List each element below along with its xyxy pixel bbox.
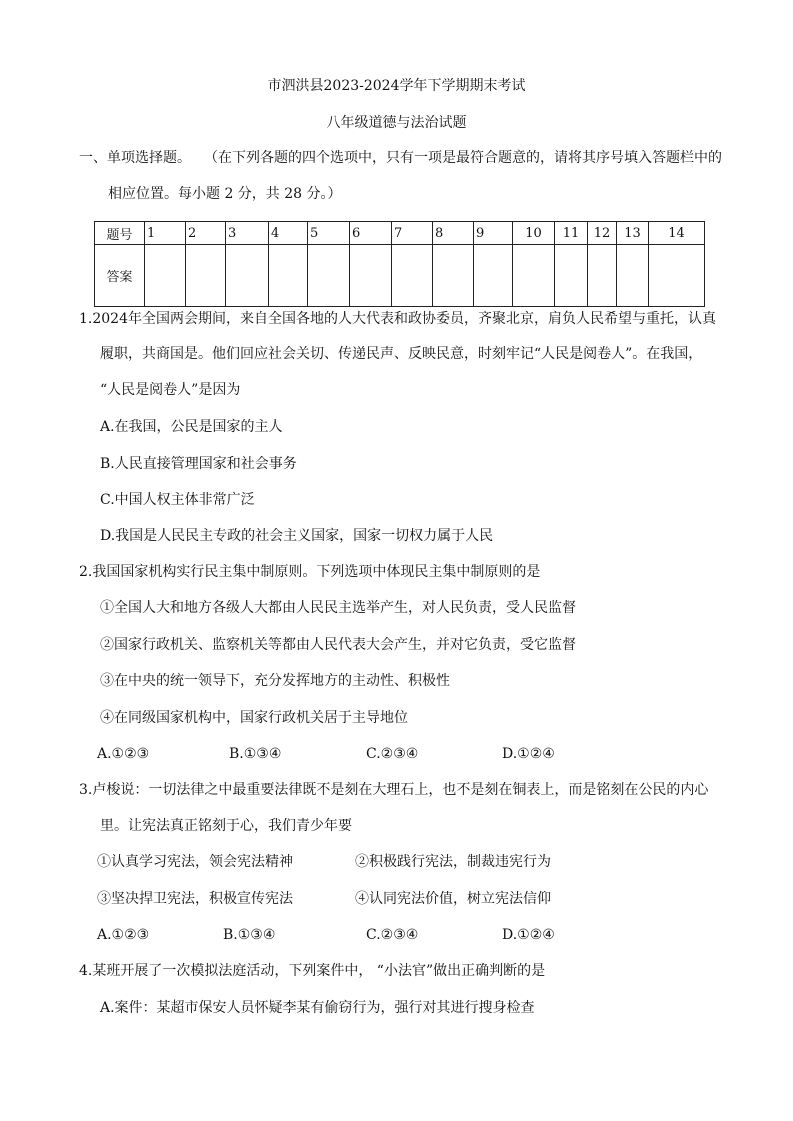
answer-cell[interactable] — [308, 245, 350, 307]
statement-item: ①认真学习宪法，领会宪法精神 — [97, 854, 293, 870]
option-b: B.①③④ — [223, 927, 276, 943]
statement-item: ④认同宪法价值，树立宪法信仰 — [355, 891, 551, 907]
instruction-text: 相应位置。每小题 2 分，共 28 分。） — [108, 186, 342, 202]
exam-title: 市泗洪县2023-2024学年下学期期末考试 — [267, 78, 526, 94]
exam-subtitle: 八年级道德与法治试题 — [326, 115, 467, 131]
question-number-cell: 10 — [513, 222, 555, 245]
question-number-cell: 12 — [588, 222, 617, 245]
answer-cell[interactable] — [588, 245, 617, 307]
question-number-cell: 13 — [617, 222, 649, 245]
answer-cell[interactable] — [350, 245, 392, 307]
answer-cell[interactable] — [513, 245, 555, 307]
option-d: D.我国是人民民主专政的社会主义国家，国家一切权力属于人民 — [100, 528, 494, 544]
question-stem: 3.卢梭说：一切法律之中最重要法律既不是刻在大理石上，也不是刻在铜表上，而是铭刻在公民的内心 — [79, 782, 709, 798]
question-number-cell: 1 — [145, 222, 186, 245]
statement-item: ①全国人大和地方各级人大都由人民民主选举产生，对人民负责，受人民监督 — [100, 600, 576, 616]
question-stem: 4.某班开展了一次模拟法庭活动，下列案件中， “小法官”做出正确判断的是 — [79, 963, 546, 979]
question-number-cell: 11 — [555, 222, 588, 245]
answer-cell[interactable] — [269, 245, 308, 307]
question-stem: 里。让宪法真正铭刻于心，我们青少年要 — [100, 818, 352, 834]
statement-item: ④在同级国家机构中，国家行政机关居于主导地位 — [100, 710, 408, 726]
question-number-cell: 5 — [308, 222, 350, 245]
question-number-cell: 4 — [269, 222, 308, 245]
option-c: C.②③④ — [366, 746, 419, 762]
row-label-answer: 答案 — [95, 245, 145, 307]
answer-cell[interactable] — [392, 245, 433, 307]
answer-cell[interactable] — [145, 245, 186, 307]
row-label-number: 题号 — [95, 222, 145, 245]
statement-item: ③在中央的统一领导下，充分发挥地方的主动性、积极性 — [100, 673, 450, 689]
question-number-cell: 14 — [649, 222, 705, 245]
option-c: C.②③④ — [366, 927, 419, 943]
table-row — [95, 245, 705, 307]
option-c: C.中国人权主体非常广泛 — [100, 492, 255, 508]
answer-table — [94, 221, 705, 307]
option-a: A.在我国，公民是国家的主人 — [100, 419, 283, 435]
table-row — [95, 222, 705, 245]
statement-item: ②国家行政机关、监察机关等都由人民代表大会产生，并对它负责，受它监督 — [100, 637, 576, 653]
question-stem: “人民是阅卷人”是因为 — [100, 382, 241, 398]
answer-cell[interactable] — [649, 245, 705, 307]
statement-item: ③坚决捍卫宪法，积极宣传宪法 — [97, 891, 293, 907]
option-a: A.①②③ — [97, 927, 150, 943]
answer-cell[interactable] — [186, 245, 226, 307]
question-number-cell: 7 — [392, 222, 433, 245]
answer-cell[interactable] — [555, 245, 588, 307]
question-number-cell: 8 — [433, 222, 474, 245]
option-b: B.①③④ — [229, 746, 282, 762]
question-stem: 履职，共商国是。他们回应社会关切、传递民声、反映民意，时刻牢记“人民是阅卷人”。在我国， — [100, 346, 703, 362]
option-a: A.①②③ — [97, 746, 150, 762]
answer-cell[interactable] — [617, 245, 649, 307]
option-d: D.①②④ — [502, 927, 555, 943]
option-b: B.人民直接管理国家和社会事务 — [100, 456, 297, 472]
statement-item: ②积极践行宪法，制裁违宪行为 — [355, 854, 551, 870]
question-stem: 2.我国国家机构实行民主集中制原则。下列选项中体现民主集中制原则的是 — [79, 564, 541, 580]
answer-cell[interactable] — [433, 245, 474, 307]
instruction-text: （在下列各题的四个选项中，只有一项是最符合题意的，请将其序号填入答题栏中的 — [204, 150, 722, 166]
answer-cell[interactable] — [226, 245, 269, 307]
question-number-cell: 2 — [186, 222, 226, 245]
answer-cell[interactable] — [474, 245, 513, 307]
question-number-cell: 6 — [350, 222, 392, 245]
question-stem: 1.2024年全国两会期间，来自全国各地的人大代表和政协委员，齐聚北京，肩负人民希望与重托，认真 — [79, 311, 716, 327]
option-a: A.案件：某超市保安人员怀疑李某有偷窃行为，强行对其进行搜身检查 — [100, 1000, 535, 1016]
question-number-cell: 9 — [474, 222, 513, 245]
option-d: D.①②④ — [502, 746, 555, 762]
section-heading: 一、单项选择题。 — [79, 150, 191, 166]
question-number-cell: 3 — [226, 222, 269, 245]
